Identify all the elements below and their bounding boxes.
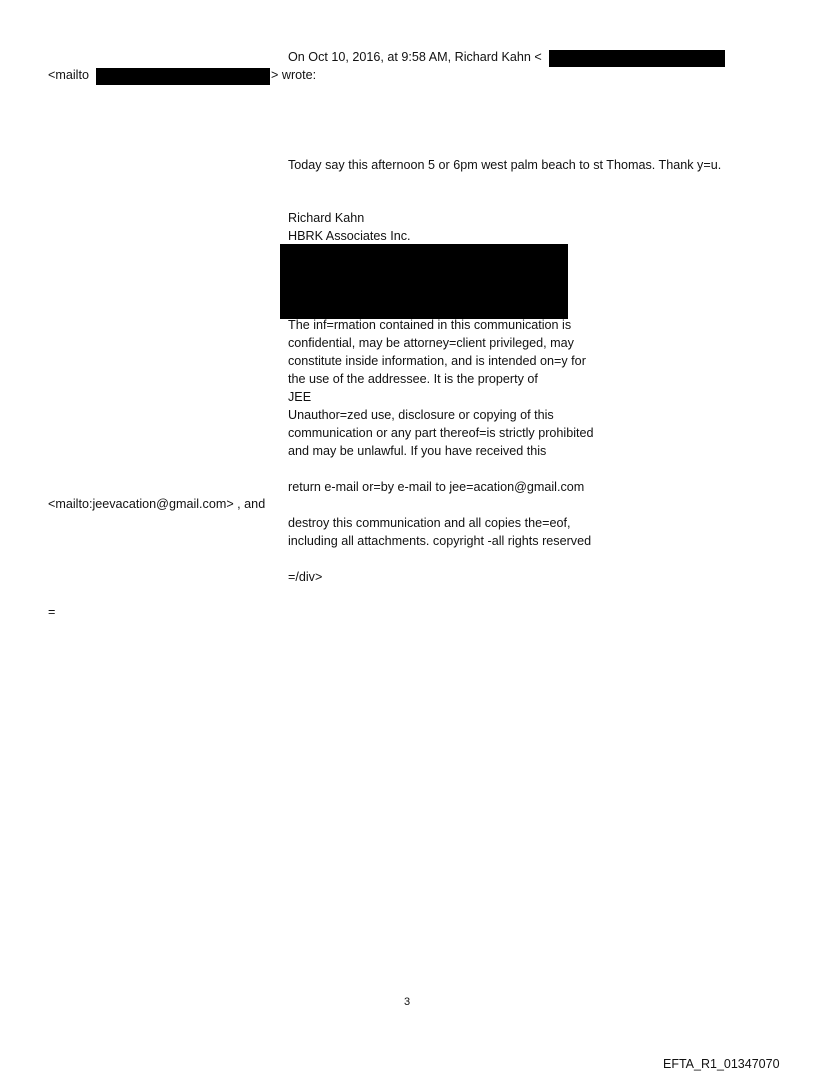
disclaimer-line: and may be unlawful. If you have received this — [288, 444, 547, 458]
disclaimer-line: the use of the addressee. It is the property of — [288, 372, 538, 386]
mailto-link-line: <mailto:jeevacation@gmail.com> , and — [48, 497, 266, 511]
disclaimer-line: constitute inside information, and is intended on=y for — [288, 354, 586, 368]
destroy-line: including all attachments. copyright -all rights reserved — [288, 534, 592, 548]
disclaimer-line: JEE — [288, 390, 312, 404]
redaction-box — [280, 244, 568, 319]
disclaimer-line: Unauthor=zed use, disclosure or copying of this — [288, 408, 554, 422]
redaction-box — [549, 50, 725, 67]
equals-mark: = — [48, 605, 56, 619]
disclaimer-line: communication or any part thereof=is strictly prohibited — [288, 426, 594, 440]
document-id: EFTA_R1_01347070 — [663, 1057, 780, 1071]
wrote-line: On Oct 10, 2016, at 9:58 AM, Richard Kahn < — [288, 50, 542, 64]
wrote-suffix: > wrote: — [271, 68, 317, 82]
signature-company: HBRK Associates Inc. — [288, 229, 411, 243]
return-email-line: return e-mail or=by e-mail to jee=acation@gmail.com — [288, 480, 585, 494]
destroy-line: destroy this communication and all copies the=eof, — [288, 516, 571, 530]
page-number: 3 — [404, 996, 411, 1008]
mailto-prefix: <mailto — [48, 68, 89, 82]
signature-name: Richard Kahn — [288, 211, 365, 225]
disclaimer-line: The inf=rmation contained in this communication is — [288, 318, 572, 332]
redaction-box — [96, 68, 270, 85]
message-body: Today say this afternoon 5 or 6pm west palm beach to st Thomas. Thank y=u. — [288, 158, 722, 172]
disclaimer-line: confidential, may be attorney=client privileged, may — [288, 336, 574, 350]
div-close-text: =/div> — [288, 570, 323, 584]
